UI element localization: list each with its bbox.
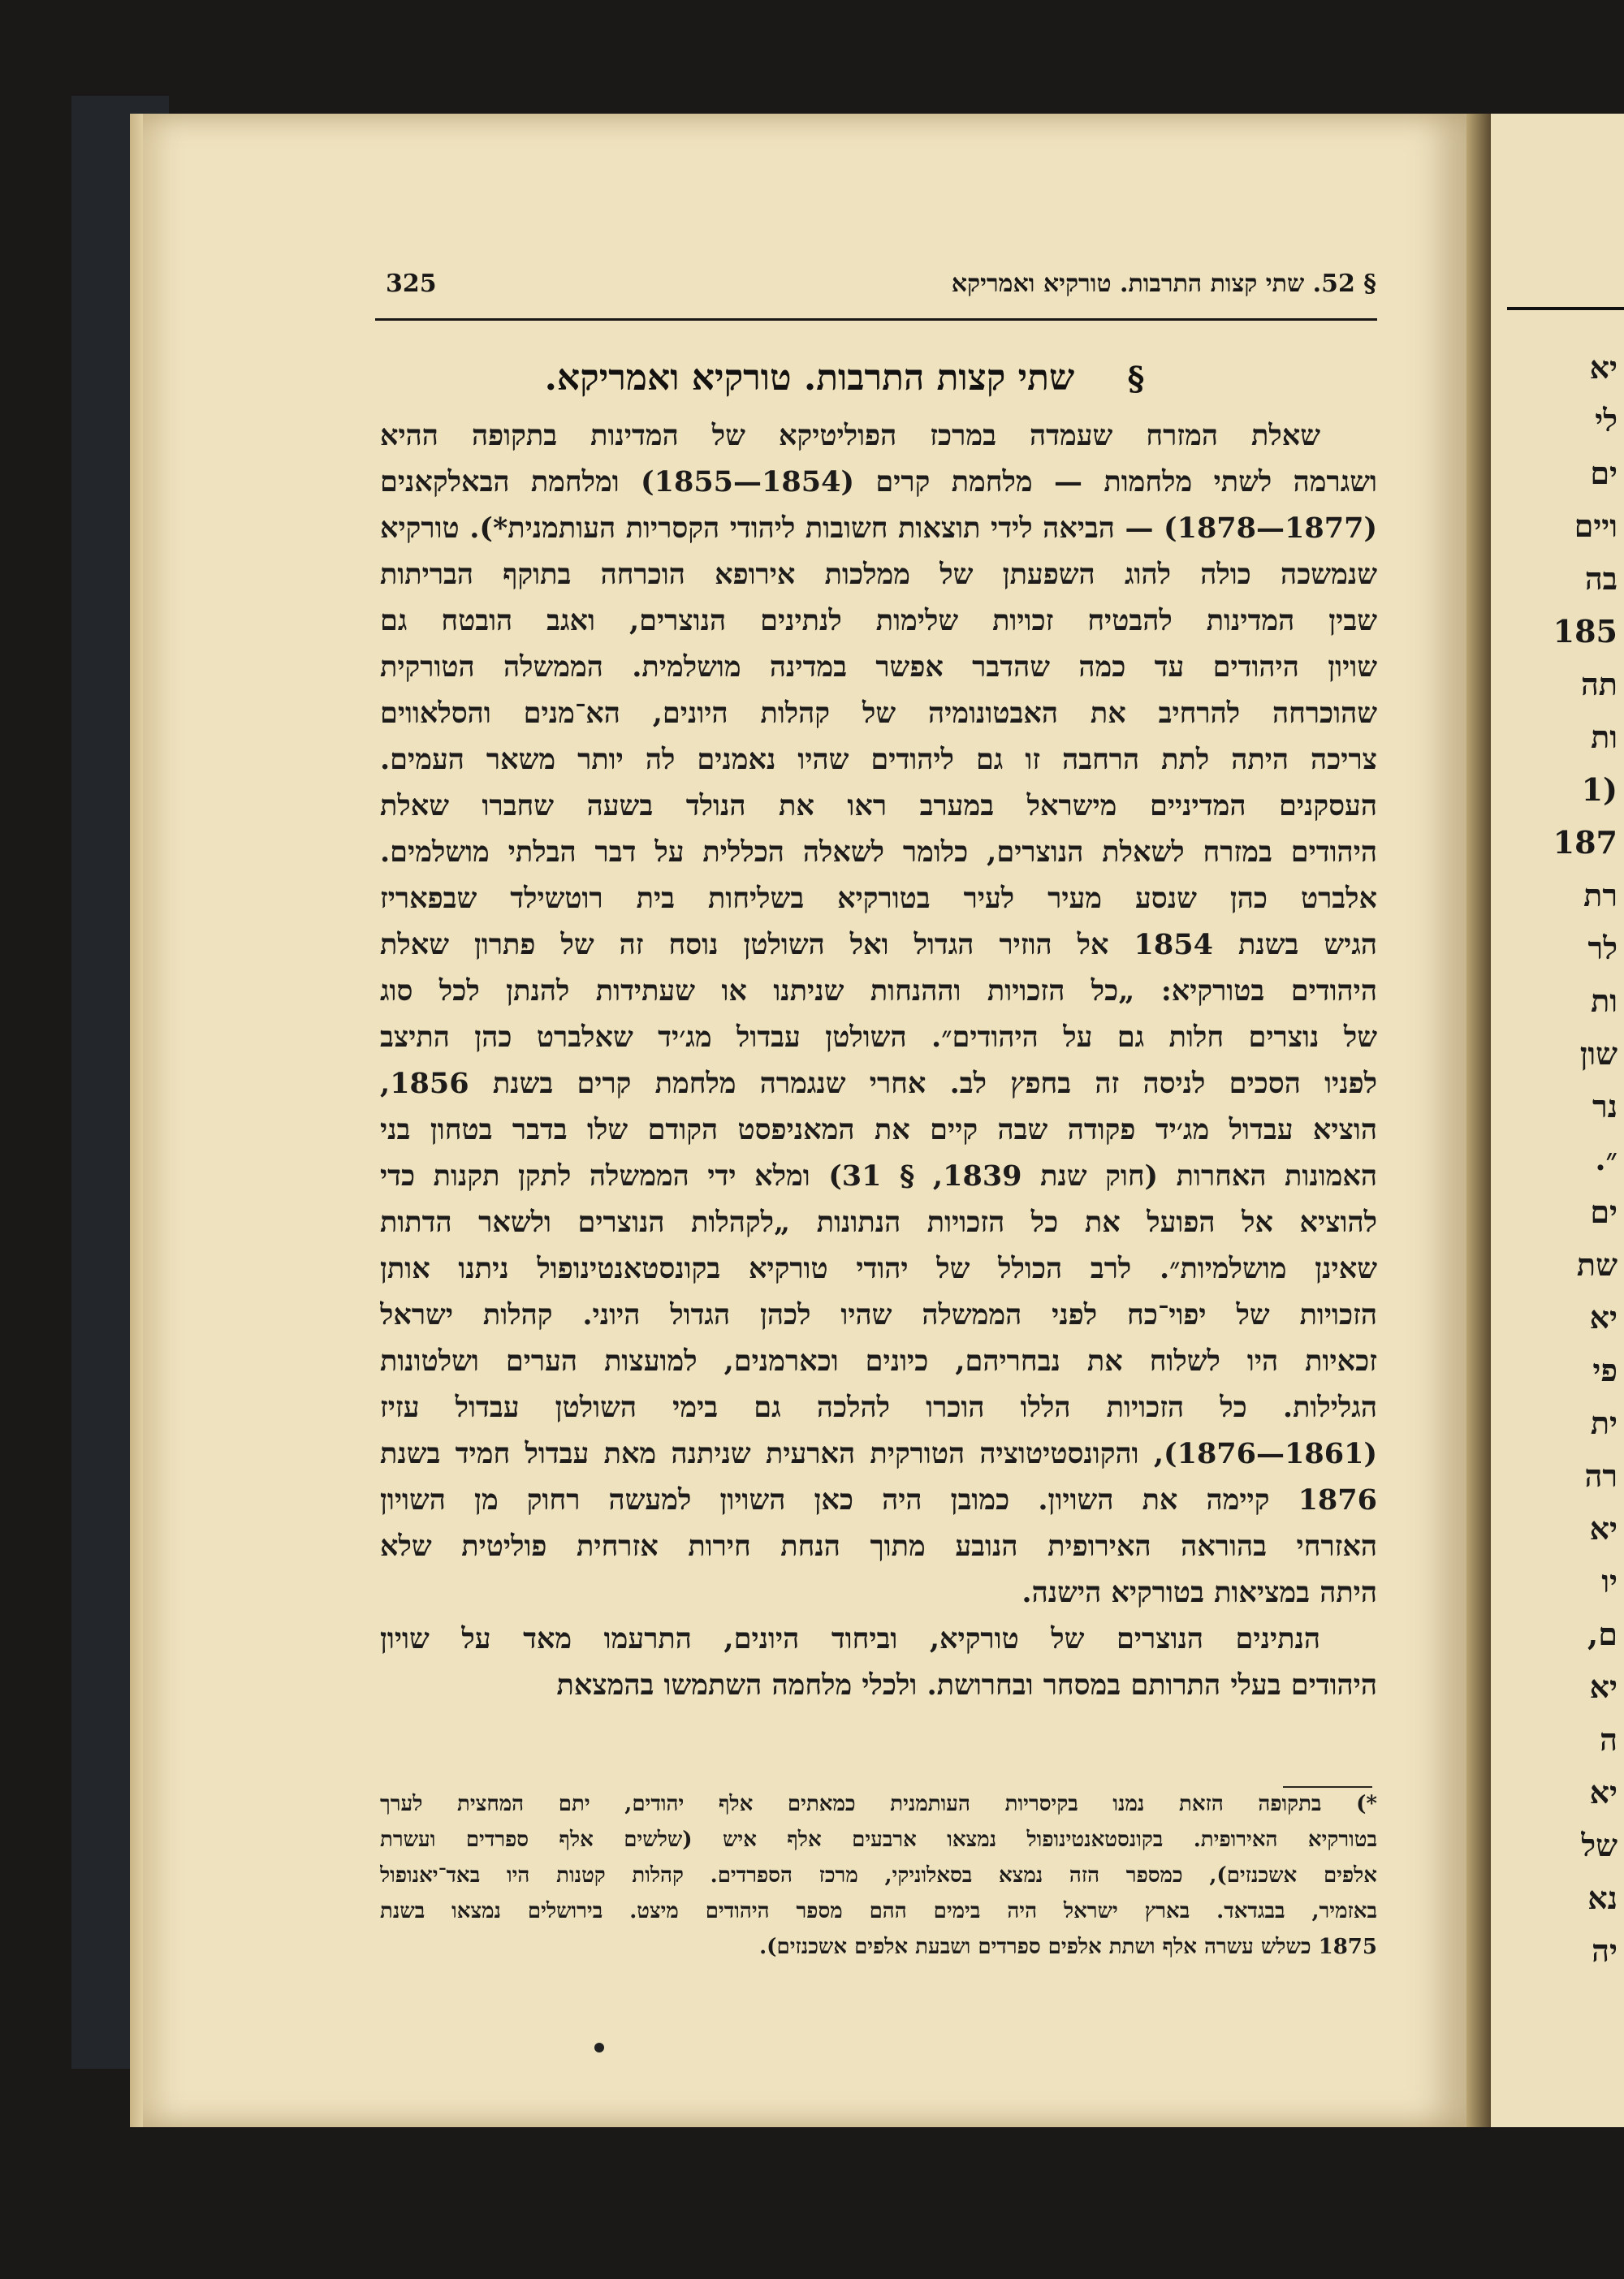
facing-page-line: בה <box>1584 560 1618 597</box>
running-header <box>386 270 1376 310</box>
header-rule <box>375 318 1377 321</box>
facing-page-line: ים <box>1590 455 1618 491</box>
facing-page-line: יא <box>1589 1774 1618 1811</box>
body-text <box>380 412 1377 1708</box>
text-line: הגיש בשנת 1854 אל הוזיר הגדול ואל השולטן נוסח זה של פתרון שאלת <box>380 928 1377 961</box>
text-line: היהודים בעלי התרותם במסחר ובחרושת. ולכלי מלחמה השתמשו בהמצאת <box>556 1668 1377 1702</box>
text-line: שנמשכה כולה להוג השפעתן של ממלכות אירופא הוכרחה בתוקף הבריתות <box>380 558 1377 591</box>
footnote-line: *) בתקופה הזאת נמנו בקיסריות העותמנית כמאתים אלף יהודים, יתם המחצית לערך <box>380 1792 1377 1816</box>
footnote-line: בטורקיא האירופית. בקונסטאנטינופול נמצאו ארבעים אלף איש (שלשים אלף ספרדים ועשרת <box>380 1828 1377 1852</box>
text-line: צריכה היתה לתת הרחבה זו גם ליהודים שהיו נאמנים לה יותר משאר העמים. <box>380 743 1377 776</box>
text-line: היהודים בטורקיא: „כל הזכויות וההנחות שניתנו או שעתידות להנתן לכל סוג <box>380 974 1377 1008</box>
facing-page-line: שון <box>1579 1035 1618 1072</box>
text-line: היתה במציאות בטורקיא הישנה. <box>1021 1576 1377 1609</box>
facing-page-line: ״. <box>1595 1141 1618 1177</box>
facing-page-line: לר <box>1587 930 1618 966</box>
facing-page-line: לי <box>1595 402 1618 438</box>
text-line: שהוכרחה להרחיב את האבטונומיה של קהלות היונים, הא־מנים והסלאווים <box>380 697 1377 730</box>
facing-page-line: ות <box>1591 719 1618 755</box>
text-line: שויון היהודים עד כמה שהדבר אפשר במדינה מושלמית. הממשלה הטורקית <box>380 650 1377 684</box>
facing-page-line: שת <box>1576 1246 1618 1283</box>
footnote-line: 1875 כשלש עשרה אלף ושתת אלפים ספרדים ושבעת אלפים אשכנזים). <box>759 1935 1377 1959</box>
facing-page-line: רה <box>1584 1457 1618 1494</box>
text-line: הוציא עבדול מג׳יד פקודה שבה קיים את המאניפסט הקודם שלו בדבר בטחון בני <box>380 1113 1377 1146</box>
facing-page <box>1491 114 1624 2127</box>
text-line: ושגרמה לשתי מלחמות — מלחמת קרים (1854—1855) ומלחמת הבאלקאנים <box>380 465 1377 499</box>
text-line: 1876 קיימה את השויון. כמובן היה כאן השויון למעשה רחוק מן השויון <box>380 1483 1377 1517</box>
footnotes <box>380 1786 1377 1965</box>
text-line: זכאיות היו לשלוח את נבחריהם, כיונים וכארמנים, למועצות הערים ושלטונות <box>380 1345 1377 1378</box>
facing-page-line: יא <box>1589 1668 1618 1705</box>
text-line: שאלת המזרח שעמדה במרכז הפוליטיקא של המדינות בתקופה ההיא <box>380 419 1320 452</box>
text-line: שאינן מושלמיות״. לרב הכולל של יהודי טורקיא בקונסטאנטינופול ניתנו אותן <box>380 1252 1377 1285</box>
footnote-line: באזמיר, בבגדאד. בארץ ישראל היה בימים ההם מספר היהודים מיצט. בירושלים נמצאו בשנת <box>380 1899 1377 1923</box>
section-title: שתי קצות התרבות. טורקיא ואמריקא. <box>544 357 1075 399</box>
facing-page-line: ים <box>1590 1193 1618 1230</box>
text-line: אלברט כהן שנסע מעיר לעיר בטורקיא בשליחות בית רוטשילד שבפאריז <box>380 882 1377 915</box>
facing-page-line: יה <box>1592 1932 1618 1969</box>
text-line: הזכויות של יפוי־כח לפני הממשלה שהיו לכהן הגדול היוני. קהלות ישראל <box>380 1298 1377 1332</box>
facing-page-line: יא <box>1589 349 1618 386</box>
facing-page-line: פי <box>1592 1352 1618 1388</box>
facing-page-line: ה <box>1600 1721 1618 1758</box>
text-line: העסקנים המדיניים מישראל במערב ראו את הנולד בשעה שחברו שאלת <box>380 789 1377 822</box>
page-number: 325 <box>386 270 437 298</box>
facing-page-line: (1 <box>1581 771 1618 808</box>
facing-page-line: של <box>1581 1827 1618 1863</box>
text-line: (1877—1878) — הביאה לידי תוצאות חשובות ליהודי הקסריות העותמנית*). טורקיא <box>380 511 1377 545</box>
text-line: לפניו הסכים לניסה זה בחפץ לב. אחרי שנגמרה מלחמת קרים בשנת 1856, <box>380 1067 1377 1100</box>
facing-page-line: יו <box>1601 1563 1618 1599</box>
book-gutter <box>1466 114 1491 2127</box>
facing-page-line: ויים <box>1574 507 1618 544</box>
text-line: של נוצרים חלות גם על היהודים״. השולטן עבדול מג׳יד שאלברט כהן התיצב <box>380 1021 1377 1054</box>
running-head-title: § 52. שתי קצות התרבות. טורקיא ואמריקא <box>951 270 1376 298</box>
facing-page-line: רת <box>1583 877 1618 913</box>
text-line: היהודים במזרח לשאלת הנוצרים, כלומר לשאלה הכללית על דבר הבלתי מושלמים. <box>380 835 1377 869</box>
text-line: הגלילות. כל הזכויות הללו הוכרו להלכה גם בימי השולטן עבדול עזיז <box>380 1391 1377 1424</box>
facing-page-rule <box>1507 307 1624 310</box>
section-heading <box>455 357 1234 399</box>
facing-page-line: נא <box>1587 1880 1618 1916</box>
facing-page-line: ות <box>1591 982 1618 1019</box>
facing-page-line: נר <box>1592 1088 1618 1124</box>
text-line: האזרחי בהוראה האירופית הנובע מתוך הנחת חירות אזרחית פוליטית שלא <box>380 1530 1377 1563</box>
text-line: להוציא אל הפועל את כל הזכויות הנתונות „לקהלות הנוצרים ולשאר הדתות <box>380 1206 1377 1239</box>
section-symbol: § <box>1127 360 1145 398</box>
text-line: (1861—1876), והקונסטיטוציה הטורקית הארעית שניתנה מאת עבדול חמיד בשנת <box>380 1437 1377 1470</box>
facing-page-line: 187 <box>1553 824 1618 861</box>
page-spot <box>594 2043 604 2052</box>
text-line: האמונות האחרות (חוק שנת 1839, § 31) ומלא ידי הממשלה לתקן תקנות כדי <box>380 1159 1377 1193</box>
facing-page-line: יא <box>1589 1299 1618 1336</box>
facing-page-line: 185 <box>1553 613 1618 650</box>
footnote-line: אלפים אשכנזים), כמספר הזה נמצא בסאלוניקי, מרכז הספרדים. קהלות קטנות היו באד־יאנופול <box>380 1863 1377 1888</box>
facing-page-line: ם, <box>1587 1616 1618 1652</box>
text-line: הנתינים הנוצרים של טורקיא, וביחוד היונים, התרעמו מאד על שויון <box>380 1622 1320 1655</box>
facing-page-line: תה <box>1580 666 1618 702</box>
facing-page-line: ית <box>1590 1405 1618 1441</box>
text-line: שבין המדינות להבטיח זכויות שלימות לנתינים הנוצרים, ואגב הובטח גם <box>380 604 1377 637</box>
facing-page-line: יא <box>1589 1510 1618 1547</box>
